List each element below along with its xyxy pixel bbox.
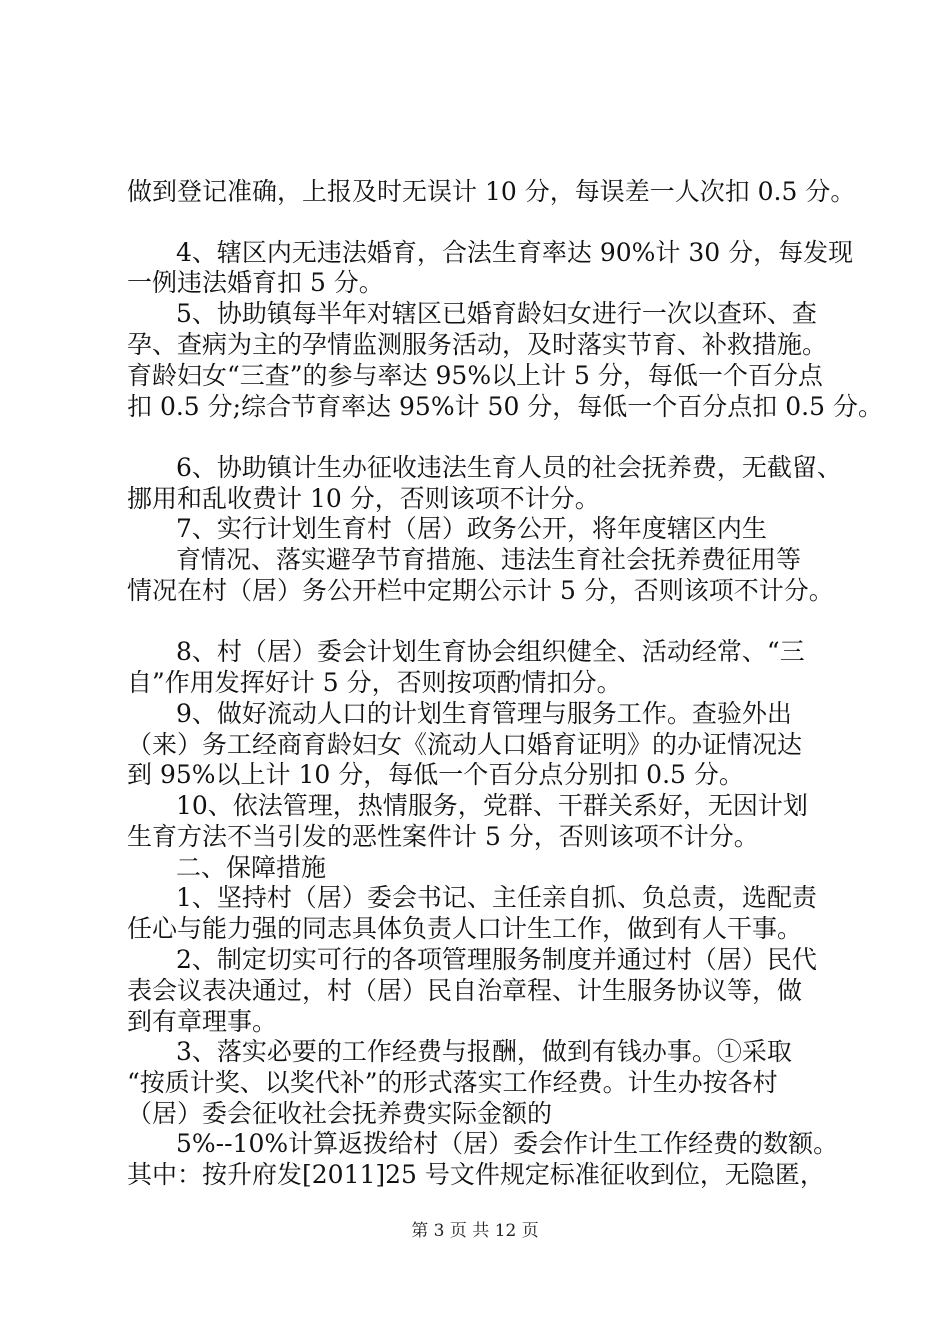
text-line: 表会议表决通过，村（居）民自治章程、计生服务协议等，做 [127, 976, 803, 1005]
text-line: 4、辖区内无违法婚育，合法生育率达 90%计 30 分，每发现 [176, 238, 854, 267]
text-line: 自”作用发挥好计 5 分，否则按项酌情扣分。 [127, 668, 622, 697]
text-line: 生育方法不当引发的恶性案件计 5 分，否则该项不计分。 [127, 822, 759, 851]
text-line: （来）务工经商育龄妇女《流动人口婚育证明》的办证情况达 [127, 730, 803, 759]
text-line: 7、实行计划生育村（居）政务公开，将年度辖区内生 [176, 514, 767, 543]
text-line: 8、村（居）委会计划生育协会组织健全、活动经常、“三 [176, 637, 805, 666]
text-line: 做到登记准确，上报及时无误计 10 分，每误差一人次扣 0.5 分。 [127, 177, 856, 206]
text-line: 育龄妇女“三查”的参与率达 95%以上计 5 分，每低一个百分点 [127, 361, 823, 390]
text-line: 9、做好流动人口的计划生育管理与服务工作。查验外出 [176, 699, 792, 728]
text-line: “按质计奖、以奖代补”的形式落实工作经费。计生办按各村 [127, 1068, 778, 1097]
text-line: 10、依法管理，热情服务，党群、干群关系好，无因计划 [176, 791, 808, 820]
text-line: 挪用和乱收费计 10 分，否则该项不计分。 [127, 484, 600, 513]
text-line: 6、协助镇计生办征收违法生育人员的社会抚养费，无截留、 [176, 453, 842, 482]
text-line: 到有章理事。 [127, 1007, 278, 1036]
text-line: 孕、查病为主的孕情监测服务活动，及时落实节育、补救措施。 [127, 330, 828, 359]
text-line: 一例违法婚育扣 5 分。 [127, 268, 384, 297]
text-line: 1、坚持村（居）委会书记、主任亲自抓、负总责，选配责 [176, 883, 817, 912]
page-number-footer: 第 3 页 共 12 页 [411, 1221, 539, 1241]
text-line: 情况在村（居）务公开栏中定期公示计 5 分，否则该项不计分。 [127, 576, 834, 605]
text-line: 到 95%以上计 10 分，每低一个百分点分别扣 0.5 分。 [127, 760, 744, 789]
text-line: 5%--10%计算返拨给村（居）委会作计生工作经费的数额。 [176, 1129, 839, 1158]
text-line: 任心与能力强的同志具体负责人口计生工作，做到有人干事。 [127, 914, 803, 943]
text-line: 其中：按升府发[2011]25 号文件规定标准征收到位，无隐匿， [127, 1160, 825, 1189]
text-line: 2、制定切实可行的各项管理服务制度并通过村（居）民代 [176, 945, 817, 974]
text-line: 3、落实必要的工作经费与报酬，做到有钱办事。①采取 [176, 1037, 792, 1066]
text-line: 育情况、落实避孕节育措施、违法生育社会抚养费征用等 [176, 545, 802, 574]
text-line: （居）委会征收社会抚养费实际金额的 [127, 1099, 553, 1128]
section-heading: 二、保障措施 [176, 853, 327, 882]
text-line: 扣 0.5 分;综合节育率达 95%计 50 分，每低一个百分点扣 0.5 分。 [127, 392, 883, 421]
text-line: 5、协助镇每半年对辖区已婚育龄妇女进行一次以查环、查 [176, 299, 817, 328]
